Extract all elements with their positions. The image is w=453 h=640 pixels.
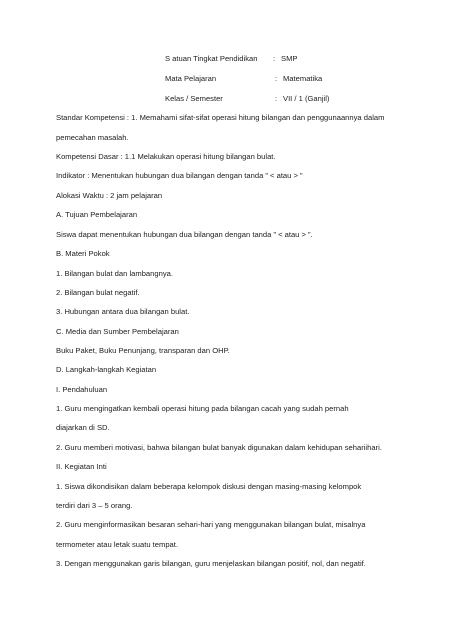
materi-item-2: 2. Bilangan bulat negatif. <box>56 288 140 297</box>
header-value: SMP <box>281 54 298 63</box>
materi-item-1: 1. Bilangan bulat dan lambangnya. <box>56 269 173 278</box>
standar-kompetensi-line-1: Standar Kompetensi : 1. Memahami sifat-sifat operasi hitung bilangan dan penggunaannya dalam <box>56 113 385 122</box>
header-value: Matematika <box>283 74 323 83</box>
header-colon: : <box>273 54 276 63</box>
indikator-line: Indikator : Menentukan hubungan dua bilangan dengan tanda ” < atau > ” <box>56 171 303 180</box>
header-value: VII / 1 (Ganjil) <box>283 94 330 103</box>
subheading-kegiatan-inti: II. Kegiatan Inti <box>56 462 107 471</box>
pendahuluan-item-1-line-2: diajarkan di SD. <box>56 423 110 432</box>
kegiatan-inti-item-3: 3. Dengan menggunakan garis bilangan, guru menjelaskan bilangan positif, nol, dan negatif. <box>56 559 366 568</box>
section-heading-langkah: D. Langkah-langkah Kegiatan <box>56 365 157 374</box>
header-label: Kelas / Semester <box>165 94 223 103</box>
section-heading-materi: B. Materi Pokok <box>56 249 110 258</box>
kegiatan-inti-item-2-line-2: termometer atau letak suatu tempat. <box>56 540 178 549</box>
tujuan-text-line: Siswa dapat menentukan hubungan dua bilangan dengan tanda ” < atau > ”. <box>56 230 313 239</box>
pendahuluan-item-2: 2. Guru memberi motivasi, bahwa bilangan bulat banyak digunakan dalam kehidupan sehariihari. <box>56 443 382 452</box>
header-label: Mata Pelajaran <box>165 74 217 83</box>
media-text-line: Buku Paket, Buku Penunjang, transparan dan OHP. <box>56 346 230 355</box>
kegiatan-inti-item-1-line-1: 1. Siswa dikondisikan dalam beberapa kelompok diskusi dengan masing-masing kelompok <box>56 482 362 491</box>
kegiatan-inti-item-2-line-1: 2. Guru menginformasikan besaran sehari-hari yang menggunakan bilangan bulat, misalnya <box>56 520 366 529</box>
subheading-pendahuluan: I. Pendahuluan <box>56 385 108 394</box>
section-heading-media: C. Media dan Sumber Pembelajaran <box>56 327 179 336</box>
kegiatan-inti-item-1-line-2: terdiri dari 3 – 5 orang. <box>56 501 133 510</box>
header-row-subject <box>0 75 453 86</box>
header-row-school-level <box>0 55 453 66</box>
standar-kompetensi-line-2: pemecahan masalah. <box>56 133 129 142</box>
section-heading-tujuan: A. Tujuan Pembelajaran <box>56 210 138 219</box>
header-colon: : <box>275 94 278 103</box>
pendahuluan-item-1-line-1: 1. Guru mengingatkan kembali operasi hitung pada bilangan cacah yang sudah pernah <box>56 404 349 413</box>
header-colon: : <box>275 74 278 83</box>
header-row-class-semester <box>0 95 453 106</box>
materi-item-3: 3. Hubungan antara dua bilangan bulat. <box>56 307 190 316</box>
header-label: S atuan Tingkat Pendidikan <box>165 54 258 63</box>
alokasi-waktu-line: Alokasi Waktu : 2 jam pelajaran <box>56 191 163 200</box>
kompetensi-dasar-line: Kompetensi Dasar : 1.1 Melakukan operasi hitung bilangan bulat. <box>56 152 276 161</box>
